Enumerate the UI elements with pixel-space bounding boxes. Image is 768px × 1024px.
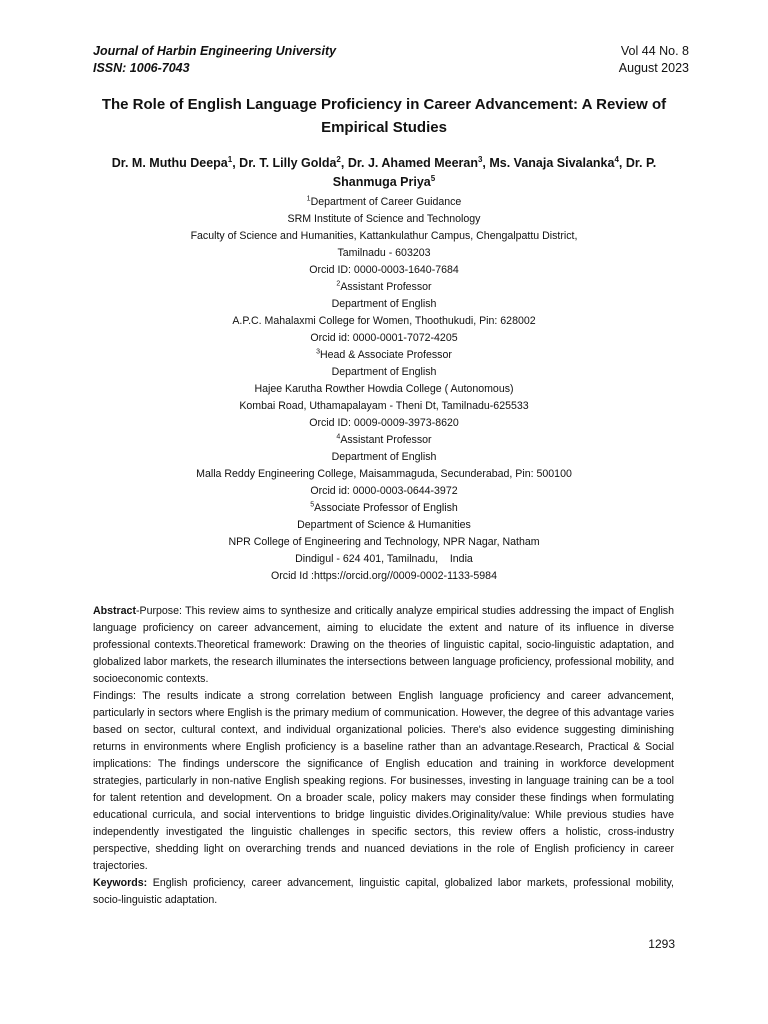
author-name: Dr. T. Lilly Golda xyxy=(239,156,337,170)
affiliation-line xyxy=(80,415,688,432)
page-number: 1293 xyxy=(648,937,675,951)
affiliation-text: Hajee Karutha Rowther Howdia College ( Autonomous) xyxy=(254,383,514,395)
affiliation-text: Dindigul - 624 401, Tamilnadu, India xyxy=(295,553,473,565)
affiliation-text: Department of English xyxy=(331,366,437,378)
affiliation-text: Department of English xyxy=(331,451,437,463)
affiliation-text: Department of Science & Humanities xyxy=(297,519,471,531)
issue-info xyxy=(619,43,689,77)
affiliation-mark: 4 xyxy=(336,433,341,441)
affiliation-mark: 2 xyxy=(336,280,341,288)
paper-title: The Role of English Language Proficiency in Career Advancement: A Review of Empirical Studies xyxy=(101,96,667,136)
affiliation-line xyxy=(80,296,688,313)
author-name: Ms. Vanaja Sivalanka xyxy=(489,156,615,170)
affiliation-text: Orcid id: 0000-0001-7072-4205 xyxy=(310,332,458,344)
affiliation-line xyxy=(80,432,688,449)
affiliation-line xyxy=(80,517,688,534)
affiliation-text: Assistant Professor xyxy=(340,281,432,293)
affiliation-line xyxy=(80,211,688,228)
affiliation-text: A.P.C. Mahalaxmi College for Women, Thoothukudi, Pin: 628002 xyxy=(232,315,536,327)
journal-name: Journal of Harbin Engineering University xyxy=(93,44,337,58)
affiliation-text: Malla Reddy Engineering College, Maisammaguda, Secunderabad, Pin: 500100 xyxy=(196,468,572,480)
abstract-text-1: -Purpose: This review aims to synthesize and critically analyze empirical studies addressing the impact of English language proficiency on career advancement, aiming to elucidate the extent and nature of its influence in diverse professional contexts.Theoretical framework: Drawing on the theories of linguistic capital, socio-linguistic adaptation, and globalized labor markets, the research illuminates the intersections between language proficiency, professional mobility, and socioeconomic contexts. xyxy=(93,605,674,685)
affiliation-text: Department of Career Guidance xyxy=(310,196,462,208)
affiliation-text: SRM Institute of Science and Technology xyxy=(287,213,481,225)
affiliation-text: Head & Associate Professor xyxy=(320,349,452,361)
author-separator: , xyxy=(340,156,348,170)
affiliation-text: Orcid ID: 0000-0003-1640-7684 xyxy=(309,264,459,276)
journal-header xyxy=(93,43,336,77)
abstract-section xyxy=(93,603,674,909)
journal-issn: ISSN: 1006-7043 xyxy=(93,61,190,75)
author-name: Dr. P. Shanmuga Priya xyxy=(332,156,657,189)
affiliation-line xyxy=(80,500,688,517)
affiliation-mark: 1 xyxy=(306,195,311,203)
affiliation-text: Tamilnadu - 603203 xyxy=(337,247,431,259)
author-separator: , xyxy=(482,156,490,170)
abstract-paragraph-2: Findings: The results indicate a strong correlation between English language proficiency and career advancement, particularly in sectors where English is the primary medium of communication. However, the degree of this advantage varies based on sector, cultural context, and individual organizational policies. There's also evidence suggesting diminishing returns in environments where English proficiency is a baseline rather than an advantage.Research, Practical & Social implications: The findings underscore the significance of English education and training in workforce development strategies, particularly in non-native English speaking regions. For businesses, investing in language training can be a tool for talent retention and development. On a broader scale, policy makers may consider these findings when formulating educational curricula, and social interventions to bridge linguistic divides.Originality/value: While previous studies have independently investigated the linguistic challenges in specific sectors, this review offers a holistic, cross-industry perspective, shedding light on overarching trends and nuanced deviations in the role of English proficiency in career trajectories. xyxy=(93,690,674,872)
abstract-paragraph-1 xyxy=(93,603,674,688)
affiliation-text: Orcid id: 0000-0003-0644-3972 xyxy=(310,485,458,497)
affiliation-line xyxy=(80,279,688,296)
issue-date: August 2023 xyxy=(618,61,689,75)
affiliation-text: Orcid Id :https://orcid.org//0009-0002-1133-5984 xyxy=(271,570,497,582)
affiliation-line xyxy=(80,398,688,415)
affiliation-text: Orcid ID: 0009-0009-3973-8620 xyxy=(309,417,459,429)
author-affiliation-mark: 2 xyxy=(336,154,341,164)
affiliation-text: Faculty of Science and Humanities, Kattankulathur Campus, Chengalpattu District, xyxy=(190,230,578,242)
affiliation-text: Assistant Professor xyxy=(340,434,432,446)
affiliation-line xyxy=(80,466,688,483)
affiliation-line xyxy=(80,381,688,398)
affiliation-line xyxy=(80,534,688,551)
affiliation-text: NPR College of Engineering and Technology, NPR Nagar, Natham xyxy=(228,536,540,548)
affiliation-line xyxy=(80,245,688,262)
affiliation-mark: 5 xyxy=(310,501,315,509)
affiliation-line xyxy=(80,313,688,330)
keywords-text: English proficiency, career advancement, linguistic capital, globalized labor markets, professional mobility, socio-linguistic adaptation. xyxy=(93,877,674,906)
author-affiliation-mark: 4 xyxy=(614,154,619,164)
author-separator: , xyxy=(618,156,626,170)
affiliation-line xyxy=(80,228,688,245)
author-affiliation-mark: 5 xyxy=(430,173,436,183)
affiliation-list xyxy=(80,194,688,585)
volume-number: Vol 44 No. 8 xyxy=(620,44,689,58)
affiliation-line xyxy=(80,449,688,466)
abstract-label: Abstract xyxy=(93,605,136,617)
affiliation-text: Associate Professor of English xyxy=(314,502,458,514)
affiliation-mark: 3 xyxy=(316,348,320,356)
affiliation-text: Department of English xyxy=(331,298,437,310)
author-affiliation-mark: 1 xyxy=(227,154,233,164)
keywords-paragraph xyxy=(93,875,674,909)
author-affiliation-mark: 3 xyxy=(477,154,483,164)
author-list xyxy=(90,154,678,192)
author-name: Dr. M. Muthu Deepa xyxy=(111,156,228,170)
keywords-label: Keywords: xyxy=(93,877,148,889)
affiliation-line xyxy=(80,194,688,211)
affiliation-line xyxy=(80,551,688,568)
affiliation-line xyxy=(80,364,688,381)
affiliation-line xyxy=(80,568,688,585)
affiliation-line xyxy=(80,483,688,500)
author-separator: , xyxy=(232,156,240,170)
affiliation-line xyxy=(80,330,688,347)
affiliation-line xyxy=(80,262,688,279)
author-name: Dr. J. Ahamed Meeran xyxy=(347,156,478,170)
affiliation-line xyxy=(80,347,688,364)
affiliation-text: Kombai Road, Uthamapalayam - Theni Dt, Tamilnadu-625533 xyxy=(239,400,529,412)
